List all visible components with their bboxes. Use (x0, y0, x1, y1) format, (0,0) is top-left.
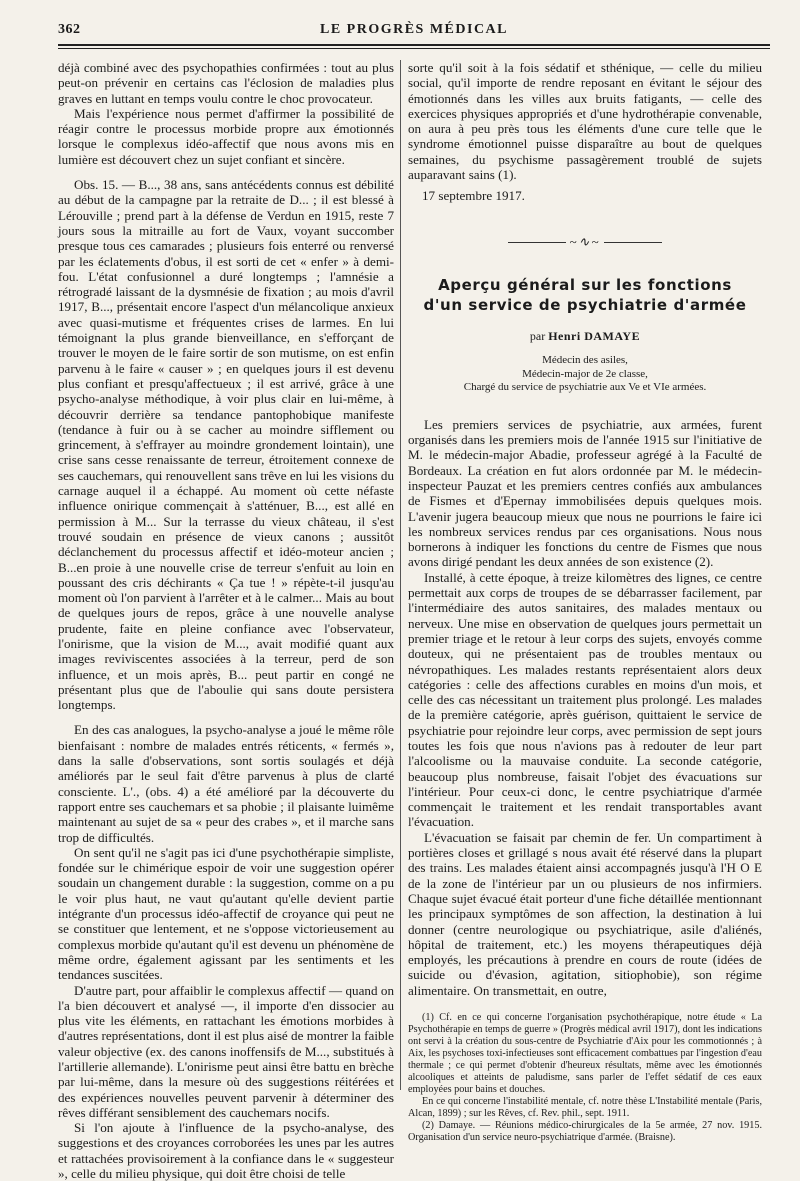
header-rule-thick (58, 44, 770, 46)
left-paragraph-2: Mais l'expérience nous permet d'affirmer la possibilité de réagir contre le processus morbide propre aux émotionnés lorsque le complexus idéo-affectif que nous avons mis en lumière est découvert chez un sujet confiant et sincère. (58, 105, 394, 167)
header-rule-thin (58, 48, 770, 49)
article-date: 17 septembre 1917. (422, 188, 525, 204)
article-title (408, 275, 762, 315)
author-affiliation (408, 354, 762, 395)
right-column (408, 60, 762, 1144)
page-number: 362 (58, 22, 81, 37)
article-author (408, 329, 762, 344)
left-paragraph-5: On sent qu'il ne s'agit pas ici d'une psychothérapie simpliste, fondée sur le chimérique espoir de voir une suggestion opérer soudain un changement durable : la suggestion, comme on a pu le voir plus haut, ne vaut qu'autant qu'elle devient partie intégrante d'un processus idéo-affectif de croyance qui peut ne se constituer que lentement, et ne s'oppose victorieusement au complexus morbide qu'autant qu'il est devenu un phénomène de même ordre, également agissant par les sentiments et les tendances suscitées. (58, 844, 394, 983)
left-paragraph-7: Si l'on ajoute à l'influence de la psycho-analyse, des suggestions et des croyances corroborées les unes par les autres et rattachées provisoirement à la confiance dans le « suggesteur », celle du milieu physique, qui doit être choisi de telle (58, 1120, 394, 1181)
article-body (408, 417, 762, 998)
right-continuation: sorte qu'il soit à la fois sédatif et sthénique, — celle du milieu social, qu'il importe de rendre reposant en évitant le séjour des émotionnés dans les villes aux bruits fatigants, — celle des exercices physiques appropriés et d'une hydrothérapie convenable, on aura à peu près tous les éléments d'une cure telle que le syndrome émotionnel puisse disparaître au bout de quelques semaines, du psychisme passagèrement troublé de sujets auparavant sains (1). (408, 60, 762, 183)
article-title-line-1: Aperçu général sur les fonctions (438, 275, 732, 294)
left-paragraph-4: En des cas analogues, la psycho-analyse a joué le même rôle bienfaisant : nombre de malades entrés réticents, « fermés », dans la salle d'observations, sont sortis soulagés et déjà améliorés par le seul fait d'être parvenus à plus de clarté consciente. L'., (obs. 4) a été amélioré par la découverte du rapport entre ses cauchemars et sa phobie ; il plaisante luimême maintenant au sujet de sa « peur des crabes », et il marche sans trop de difficultés. (58, 722, 394, 845)
author-prefix: par (529, 328, 546, 343)
affiliation-line-2: Médecin-major de 2e classe, (522, 367, 648, 380)
column-divider (400, 60, 401, 1090)
footnote-1: (1) Cf. en ce qui concerne l'organisation psychothérapique, notre étude « La Psychothérapie en temps de guerre » (Progrès médical avril 1917), dont les indications ont servi à la création du sous-centre de Psychiatrie d'Aix pour les commotionnés ; à Aix, les psychoses toxi-infectieuses sont efficacement combattues par l'ingestion d'eau thermale ; ce qui permet d'obtenir d'heureux résultats, même avec les émotionnés alcooliques et atteints de paludisme, sans parler de l'effet sédatif de ces eaux employées pour bains et douches. (408, 1012, 762, 1096)
left-paragraph-6: D'autre part, pour affaiblir le complexus affectif — quand on l'a bien découvert et analysé —, il importe d'en dissocier au plus vite les éléments, en rattachant les émotions morbides à d'autres représentations, dont il est plus aisé de montrer la faible valeur objective (ex. des canons inoffensifs de M..., substitués à l'artillerie allemande). L'onirisme peut ainsi être battu en brèche par lui-même, dans la mesure où des suggestions réitérées et des expériences nouvelles peuvent parvenir à déterminer des rêves différant sensiblement des cauchemars nocifs. (58, 982, 394, 1120)
affiliation-line-3: Chargé du service de psychiatrie aux Ve et VIe armées. (463, 381, 707, 394)
article-paragraph-2: Installé, à cette époque, à treize kilomètres des lignes, ce centre permettait aux corps de troupes de se débarrasser facilement, par l'intermédiaire des autos sanitaires, des malades mentaux ou nerveux. Une mise en observation de quelques jours permettait un premier triage et le retour à leur corps des sujets, envoyés comme douteux, qui ne présentaient pas de troubles mentaux ou névropathiques. Les malades restants représentaient alors deux catégories : celle des affections curables en moins d'un mois, et celle des cas nécessitant un traitement plus prolongé. Les malades de la première catégorie, après guérison, quittaient le service de psychiatrie pour rejoindre leur corps, avec permission de sept jours toutes les fois que nous n'avions pas à redouter de leur part l'alcoolisme ou la mauvaise conduite. La seconde catégorie, beaucoup plus nombreuse, faisait l'objet des évacuations sur l'intérieur. Pour ceux-ci donc, le centre psychiatrique d'armée commençait le traitement et les rendait transportables avant l'évacuation. (408, 569, 762, 830)
author-name: Henri DAMAYE (548, 328, 641, 343)
footnote-2: (2) Damaye. — Réunions médico-chirurgicales de la 5e armée, 27 nov. 1915. Organisation d'un service neuro-psychiatrique d'armée. (Braisne). (408, 1120, 762, 1144)
footnotes (408, 1012, 762, 1144)
affiliation-line-1: Médecin des asiles, (542, 354, 628, 367)
page-header (58, 18, 770, 42)
article-title-line-2: d'un service de psychiatrie d'armée (423, 295, 747, 314)
left-column (58, 60, 394, 1181)
journal-title: LE PROGRÈS MÉDICAL (319, 22, 509, 37)
left-paragraph-1: déjà combiné avec des psychopathies confirmées : tout au plus peut-on prévenir en certains cas l'éclosion de maladies plus graves en luttant en temps voulu contre le choc provocateur. (58, 60, 394, 106)
observation-15: Obs. 15. — B..., 38 ans, sans antécédents connus est débilité au début de la campagne par la retraite de D... ; il est blessé à Lérouville ; prend part à la défense de Verdun en 1915, reste 7 jours sous la mitraille au fort de Vaux, voyant succomber presque tous ces camarades ; plusieurs fois enterré ou renversé par les éclatements d'obus, il est sorti de cet « enfer » à demi-fou. L'état confusionnel a duré longtemps ; l'amnésie a rétrogradé laissant de la dysmnésie de fixation ; au mois d'avril 1917, B..., présentait encore l'aspect d'un mélancolique anxieux avec quasi-mutisme et fréquentes crises de larmes. En lui témoignant la plus grande bienveillance, en s'efforçant de trouver le moyen de le faire sortir de son mutisme, on est enfin parvenu à le faire « causer » ; en quelques jours il est devenu plus confiant et presqu'affectueux ; il est arrivé, grâce à une psycho-analyse méthodique, à voir plus clair en lui-même, à découvrir derrière sa tendance pantophobique manifeste (tendance à fuir ou à se cacher au moindre sifflement ou grincement, à s'effrayer au moindre grondement lointain), une crise sans cesse renaissante de terreur, étroitement connexe de ses cauchemars, qui renouvellent sans trêve en lui les visions du carnage auquel il a échappé. Au moment où cette néfaste influence onirique commençait à s'atténuer, B..., est allé en permission à M... Sur la terrasse du vieux château, il s'est trouvé soudain en présence de vieux canons ; aussitôt déclanchement du processus affectif et idéo-moteur ancien ; B...en proie à une nouvelle crise de terreur s'enfuit au loin en poussant des cris déchirants « Ça tue ! » répète-t-il jusqu'au moment où l'on parvient à l'arrêter et à le calmer... Mais au bout de quelques jours de repos, grâce à une nouvelle analyse prudente, faite en pleine confiance avec l'observateur, l'onirisme, que la vision de M..., avait modifié quant aux images reviviscentes associées à la terreur, perd de son influence, et un mois après, B... peut partir en congé ne présentant plus que de l'aboulie qui sans doute persistera longtemps. (58, 177, 394, 713)
article-paragraph-3: L'évacuation se faisait par chemin de fer. Un compartiment à portières closes et grillagé s nous avait été réservé dans la plupart des trains. Les malades étaient ainsi accompagnés jusqu'à l'H O E de la zone de l'intérieur par un ou plusieurs de nos infirmiers. Chaque sujet évacué était porteur d'une fiche détaillée mentionnant les principaux symptômes de son affection, la destination à lui donner (centre neurologique ou psychiatrique, asile d'aliénés, hôpital de traitement, etc.) les moyens thérapeutiques déjà employés, les précautions à prendre en cours de route (idées de suicide ou d'évasion, agitation, sitiophobie), son régime alimentaire. On transmettait, en outre, (408, 829, 762, 998)
footnote-1-continued: En ce qui concerne l'instabilité mentale, cf. notre thèse L'Instabilité mentale (Paris, Alcan, 1899) ; sur les Rêves, cf. Rev. phil., sept. 1911. (408, 1096, 762, 1120)
article-paragraph-1: Les premiers services de psychiatrie, aux armées, furent organisés dans les premiers mois de l'année 1915 sur l'initiative de M. le médecin-major Abadie, professeur agrégé à la Faculté de Bordeaux. La création en fut alors ordonnée par M. le médecin-inspecteur Pauzat et les premiers centres confiés aux ambulances de Fismes et d'Epernay immobilisées depuis quelques mois. L'avenir jugera beaucoup mieux que nous ne pourrions le faire ici les nombreux services rendus par ces organisations. Nous nous bornerons à indiquer les fonctions du centre de Fismes que nous avons dirigé pendant les deux années de son existence (2). (408, 416, 762, 570)
section-ornament: ~∿~ (408, 234, 762, 249)
